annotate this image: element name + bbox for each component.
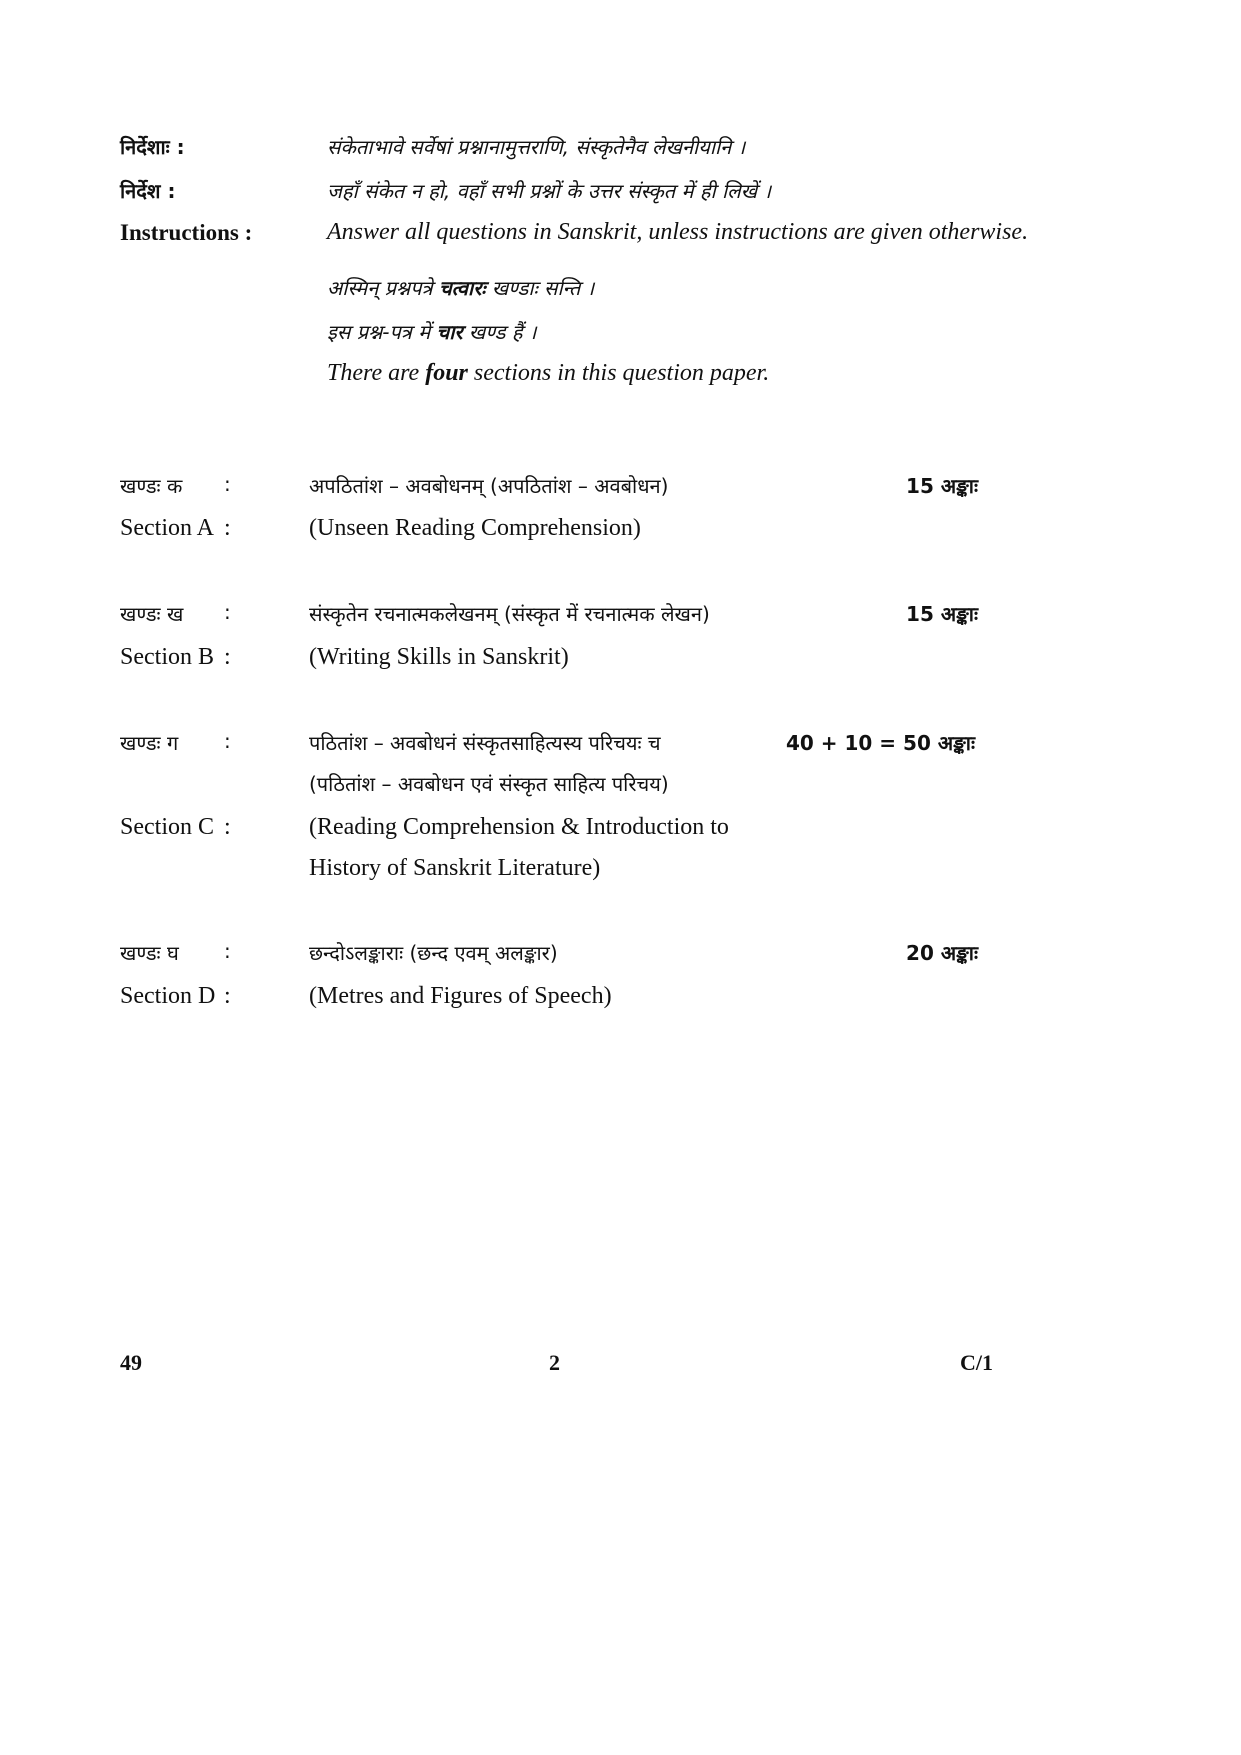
footer-paper-code: 49	[120, 1350, 142, 1375]
instructions-text-hindi: जहाँ संकेत न हो, वहाँ सभी प्रश्नों के उत्तर संस्कृत में ही लिखें ।	[327, 179, 772, 203]
section-c-marks: 40 + 10 = 50 अङ्काः	[786, 731, 975, 755]
footer-page-number: 2	[549, 1350, 560, 1375]
section-c-title-english: (Reading Comprehension & Introduction to	[309, 814, 729, 840]
section-c-title-english-line2: History of Sanskrit Literature)	[309, 855, 601, 881]
section-a-label-sanskrit: खण्डः क	[120, 474, 183, 498]
section-b-title-english: (Writing Skills in Sanskrit)	[309, 644, 569, 670]
instructions-label-hindi: निर्देश :	[120, 179, 176, 203]
four-sections-english: There are four sections in this question paper.	[327, 360, 770, 386]
section-c-title-sanskrit: पठितांश – अवबोधनं संस्कृतसाहित्यस्य परिचयः च	[309, 731, 661, 755]
instructions-label-sanskrit: निर्देशाः :	[120, 135, 185, 159]
footer-set-code: C/1	[960, 1350, 993, 1375]
section-d-marks: 20 अङ्काः	[906, 941, 978, 965]
instructions-text-sanskrit: संकेताभावे सर्वेषां प्रश्नानामुत्तराणि, संस्कृतेनैव लेखनीयानि ।	[327, 135, 746, 159]
section-b-colon-english: :	[224, 644, 231, 670]
section-d-label-sanskrit: खण्डः घ	[120, 941, 179, 965]
instructions-text-english: Answer all questions in Sanskrit, unless instructions are given otherwise.	[327, 219, 1029, 245]
section-d-colon: :	[224, 939, 231, 963]
section-c-label-sanskrit: खण्डः ग	[120, 731, 179, 755]
section-a-label-english: Section A	[120, 515, 214, 541]
section-b-label-sanskrit: खण्डः ख	[120, 602, 184, 626]
section-d-label-english: Section D	[120, 983, 216, 1009]
instructions-label-english: Instructions :	[120, 220, 253, 245]
section-d-colon-english: :	[224, 983, 231, 1009]
section-c-colon: :	[224, 729, 231, 753]
section-c-title-sanskrit-line2: (पठितांश – अवबोधन एवं संस्कृत साहित्य परिचय)	[309, 772, 669, 796]
section-b-colon: :	[224, 600, 231, 624]
section-a-title-sanskrit: अपठितांश – अवबोधनम् (अपठितांश – अवबोधन)	[309, 474, 669, 498]
section-a-colon: :	[224, 472, 231, 496]
four-sections-hindi: इस प्रश्न-पत्र में चार खण्ड हैं ।	[327, 320, 537, 344]
section-c-colon-english: :	[224, 814, 231, 840]
section-b-title-sanskrit: संस्कृतेन रचनात्मकलेखनम् (संस्कृत में रचनात्मक लेखन)	[309, 602, 710, 626]
section-a-title-english: (Unseen Reading Comprehension)	[309, 515, 641, 541]
four-sections-sanskrit: अस्मिन् प्रश्नपत्रे चत्वारः खण्डाः सन्ति ।	[327, 276, 595, 300]
section-b-marks: 15 अङ्काः	[906, 602, 978, 626]
section-b-label-english: Section B	[120, 644, 214, 670]
section-a-marks: 15 अङ्काः	[906, 474, 978, 498]
section-a-colon-english: :	[224, 515, 231, 541]
section-d-title-sanskrit: छन्दोऽलङ्काराः (छन्द एवम् अलङ्कार)	[309, 941, 558, 965]
section-c-label-english: Section C	[120, 814, 214, 840]
section-d-title-english: (Metres and Figures of Speech)	[309, 983, 612, 1009]
